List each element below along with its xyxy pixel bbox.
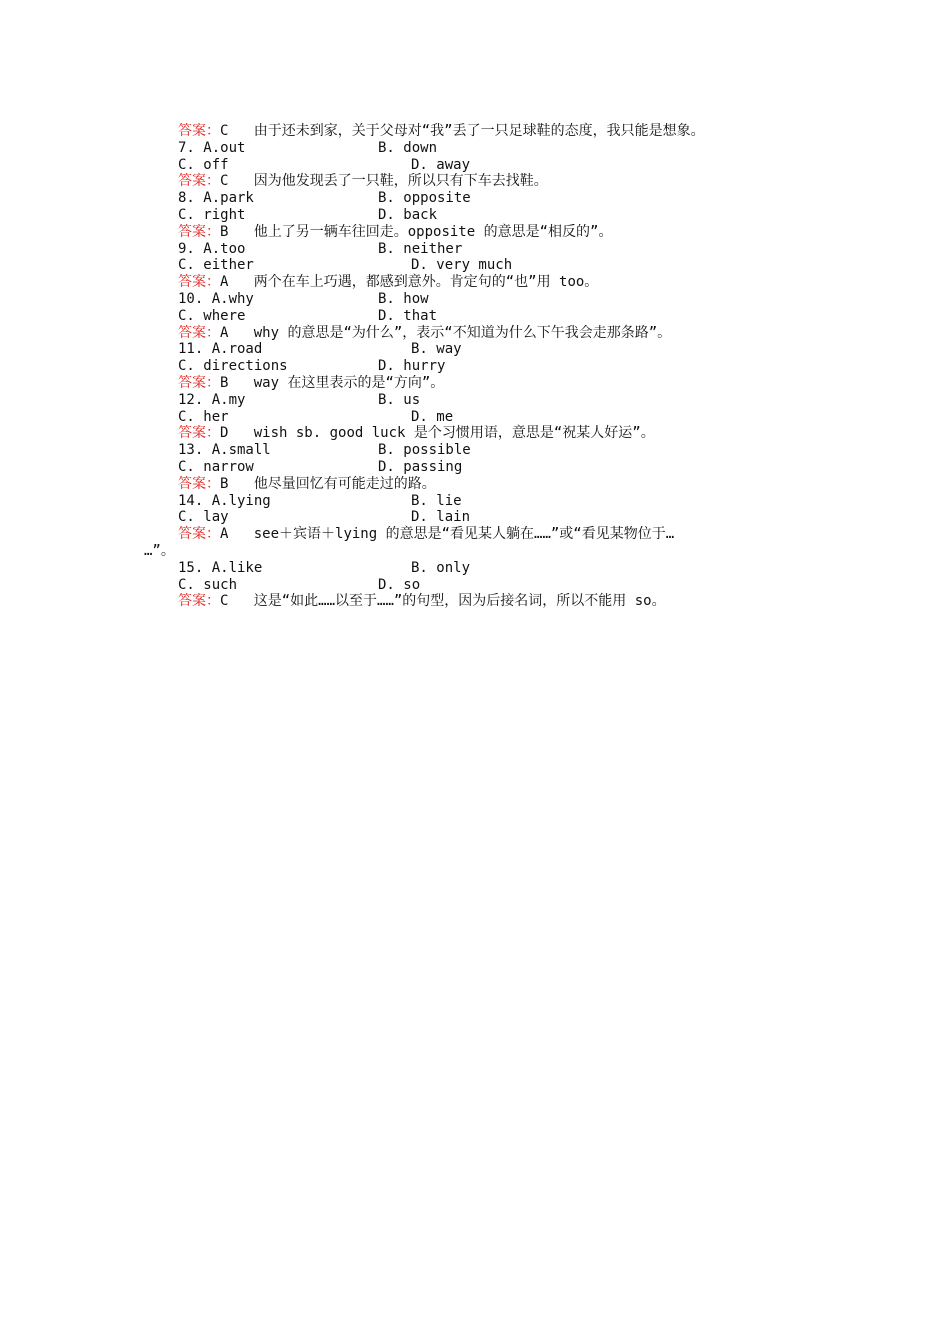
question-row [178, 241, 818, 258]
question-row [178, 308, 818, 325]
answer-letter: C [220, 593, 229, 610]
question-row [178, 140, 818, 157]
question-row [178, 442, 818, 459]
option-b: B. lie [411, 492, 462, 509]
option-c: C. such [178, 576, 238, 593]
option-d: D. lain [411, 509, 471, 526]
answer-line [178, 425, 818, 442]
answer-letter: B [220, 475, 229, 492]
answer-label: 答案： [178, 425, 220, 442]
spacer [228, 224, 253, 240]
question-row [178, 577, 818, 594]
question-row [178, 493, 818, 510]
question-row [178, 291, 818, 308]
answer-letter: A [220, 274, 229, 291]
answer-explanation: 这是“如此……以至于……”的句型，因为后接名词，所以不能用 so。 [253, 593, 666, 610]
option-a: 9. A.too [178, 240, 246, 257]
answer-label: 答案： [178, 173, 220, 190]
answer-letter: A [220, 324, 229, 341]
option-a: 15. A.like [178, 559, 263, 576]
answer-letter: C [220, 173, 229, 190]
option-b: B. possible [378, 442, 471, 459]
option-b: B. down [378, 139, 438, 156]
spacer [228, 526, 253, 542]
question-row [178, 207, 818, 224]
answer-line [178, 224, 818, 241]
option-b: B. neither [378, 240, 463, 257]
option-d: D. back [378, 206, 438, 223]
question-row [178, 409, 818, 426]
answer-explanation: way 在这里表示的是“方向”。 [253, 374, 445, 391]
question-row [178, 459, 818, 476]
answer-explanation: 他尽量回忆有可能走过的路。 [253, 475, 436, 492]
answer-line [178, 325, 818, 342]
option-c: C. directions [178, 358, 288, 375]
question-row [178, 560, 818, 577]
spacer [228, 325, 253, 341]
question-row [178, 392, 818, 409]
option-a: 10. A.why [178, 290, 254, 307]
answer-line [178, 593, 818, 610]
answer-line [178, 526, 818, 543]
option-c: C. where [178, 307, 246, 324]
answer-explanation: wish sb. good luck 是个习惯用语，意思是“祝某人好运”。 [253, 425, 655, 442]
option-c: C. either [178, 257, 254, 274]
question-row [178, 190, 818, 207]
answer-explanation: why 的意思是“为什么”，表示“不知道为什么下午我会走那条路”。 [253, 324, 672, 341]
question-row [178, 157, 818, 174]
answer-label: 答案： [178, 526, 220, 543]
exercise-answers [144, 123, 818, 610]
option-a: 11. A.road [178, 341, 263, 358]
answer-label: 答案： [178, 324, 220, 341]
answer-letter: A [220, 526, 229, 543]
option-d: D. away [411, 156, 471, 173]
option-d: D. that [378, 307, 438, 324]
answer-line [178, 476, 818, 493]
spacer [228, 476, 253, 492]
spacer [228, 274, 253, 290]
answer-explanation: 由于还未到家，关于父母对“我”丢了一只足球鞋的态度，我只能是想象。 [253, 123, 705, 139]
option-a: 8. A.park [178, 190, 254, 207]
option-c: C. narrow [178, 458, 254, 475]
answer-label: 答案： [178, 223, 220, 240]
answer-continuation: …”。 [144, 542, 175, 559]
answer-line [178, 274, 818, 291]
answer-label: 答案： [178, 593, 220, 610]
answer-explanation: 因为他发现丢了一只鞋，所以只有下车去找鞋。 [253, 173, 548, 190]
spacer [228, 375, 253, 391]
option-c: C. right [178, 206, 246, 223]
spacer [228, 123, 253, 139]
option-a: 14. A.lying [178, 492, 271, 509]
option-b: B. us [378, 391, 421, 408]
option-b: B. way [411, 341, 462, 358]
option-d: D. hurry [378, 358, 446, 375]
option-c: C. lay [178, 509, 229, 526]
option-d: D. very much [411, 257, 513, 274]
option-d: D. me [411, 408, 454, 425]
question-row [178, 257, 818, 274]
question-row [178, 358, 818, 375]
answer-explanation: see＋宾语＋lying 的意思是“看见某人躺在……”或“看见某物位于… [253, 526, 675, 543]
answer-explanation: 他上了另一辆车往回走。opposite 的意思是“相反的”。 [253, 223, 613, 240]
spacer [228, 425, 253, 441]
answer-label: 答案： [178, 374, 220, 391]
answer-label: 答案： [178, 475, 220, 492]
answer-letter: B [220, 374, 229, 391]
answer-line [178, 173, 818, 190]
option-d: D. passing [378, 458, 463, 475]
option-c: C. off [178, 156, 229, 173]
answer-letter: D [220, 425, 229, 442]
option-b: B. opposite [378, 190, 471, 207]
answer-line [178, 375, 818, 392]
answer-label: 答案： [178, 274, 220, 291]
option-a: 13. A.small [178, 442, 271, 459]
option-c: C. her [178, 408, 229, 425]
spacer [228, 173, 253, 189]
spacer [228, 593, 253, 609]
answer-label: 答案： [178, 123, 220, 139]
option-a: 12. A.my [178, 391, 246, 408]
option-b: B. how [378, 290, 429, 307]
answer-explanation: 两个在车上巧遇，都感到意外。肯定句的“也”用 too。 [253, 274, 599, 291]
option-b: B. only [411, 559, 471, 576]
answer-line [178, 123, 818, 140]
answer-letter: C [220, 123, 229, 139]
option-d: D. so [378, 576, 421, 593]
answer-letter: B [220, 223, 229, 240]
question-row [178, 509, 818, 526]
option-a: 7. A.out [178, 139, 246, 156]
question-row [178, 341, 818, 358]
